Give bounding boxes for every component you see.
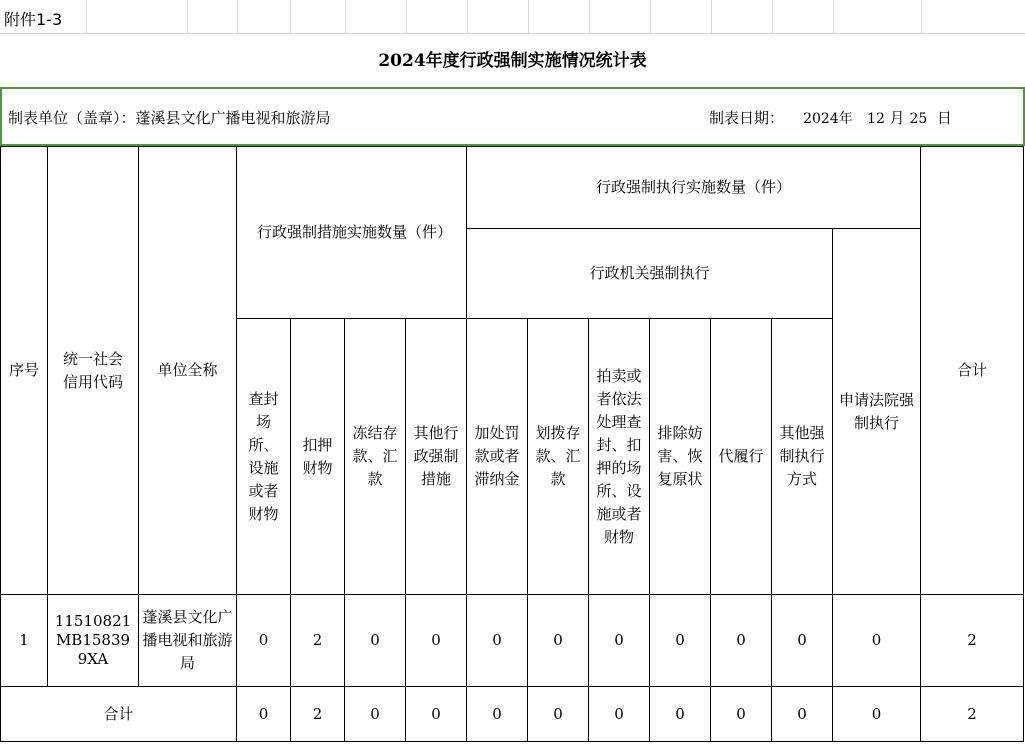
date-day-unit: 日 [936, 109, 952, 127]
header-unit-full-name: 单位全称 [139, 147, 237, 595]
date-month: 12 [867, 111, 885, 127]
unit-line [8, 107, 331, 128]
header-measure-other: 其他行政强制措施 [406, 319, 467, 595]
total-grand-value: 2 [921, 687, 1024, 742]
header-exec-remove: 排除妨害、恢复原状 [650, 319, 711, 595]
total-row [1, 687, 1024, 742]
row-credit-code: 11510821MB158399XA [48, 595, 139, 687]
row-unit-name: 蓬溪县文化广播电视和旅游局 [139, 595, 237, 687]
total-value: 2 [291, 687, 345, 742]
table-row [1, 595, 1024, 687]
header-exec-transfer: 划拨存款、汇款 [528, 319, 589, 595]
total-value: 0 [237, 687, 291, 742]
date-day: 25 [909, 111, 928, 127]
date-year: 2024年 [803, 111, 853, 127]
total-value: 0 [467, 687, 528, 742]
attachment-label: 附件1-3 [4, 7, 65, 30]
header-exec-other: 其他强制执行方式 [772, 319, 833, 595]
statistics-table [0, 146, 1024, 742]
total-value: 0 [711, 687, 772, 742]
header-measure-seal: 查封场所、设施或者财物 [237, 319, 291, 595]
form-meta [0, 87, 1025, 146]
unit-label: 制表单位（盖章）： [8, 109, 136, 127]
date-line [709, 107, 952, 128]
attachment-bar [0, 0, 1025, 34]
row-serial: 1 [1, 595, 48, 687]
header-agency-execution: 行政机关强制执行 [467, 229, 833, 319]
page-title: 2024年度行政强制实施情况统计表 [378, 51, 647, 71]
total-value: 0 [650, 687, 711, 742]
header-total: 合计 [921, 147, 1024, 595]
total-value: 0 [528, 687, 589, 742]
row-value: 0 [237, 595, 291, 687]
row-value: 0 [345, 595, 406, 687]
row-value: 0 [406, 595, 467, 687]
header-exec-substitute: 代履行 [711, 319, 772, 595]
total-value: 0 [772, 687, 833, 742]
row-value: 0 [589, 595, 650, 687]
header-exec-fine: 加处罚款或者滞纳金 [467, 319, 528, 595]
header-measure-freeze: 冻结存款、汇款 [345, 319, 406, 595]
row-value: 0 [833, 595, 921, 687]
row-value: 0 [772, 595, 833, 687]
header-serial: 序号 [1, 147, 48, 595]
date-month-unit: 月 [889, 109, 905, 127]
row-value: 0 [467, 595, 528, 687]
header-credit-code: 统一社会信用代码 [48, 147, 139, 595]
row-value: 0 [711, 595, 772, 687]
date-label: 制表日期： [709, 109, 785, 127]
header-measures-group: 行政强制措施实施数量（件） [237, 147, 467, 319]
total-label: 合计 [1, 687, 237, 742]
row-value: 0 [528, 595, 589, 687]
total-value: 0 [345, 687, 406, 742]
row-total: 2 [921, 595, 1024, 687]
total-value: 0 [833, 687, 921, 742]
header-measure-seize: 扣押财物 [291, 319, 345, 595]
header-court-execution: 申请法院强制执行 [833, 229, 921, 595]
unit-name: 蓬溪县文化广播电视和旅游局 [135, 109, 331, 127]
row-value: 2 [291, 595, 345, 687]
row-value: 0 [650, 595, 711, 687]
header-execution-group: 行政强制执行实施数量（件） [467, 147, 921, 229]
total-value: 0 [406, 687, 467, 742]
header-exec-auction: 拍卖或者依法处理查封、扣押的场所、设施或者财物 [589, 319, 650, 595]
total-value: 0 [589, 687, 650, 742]
